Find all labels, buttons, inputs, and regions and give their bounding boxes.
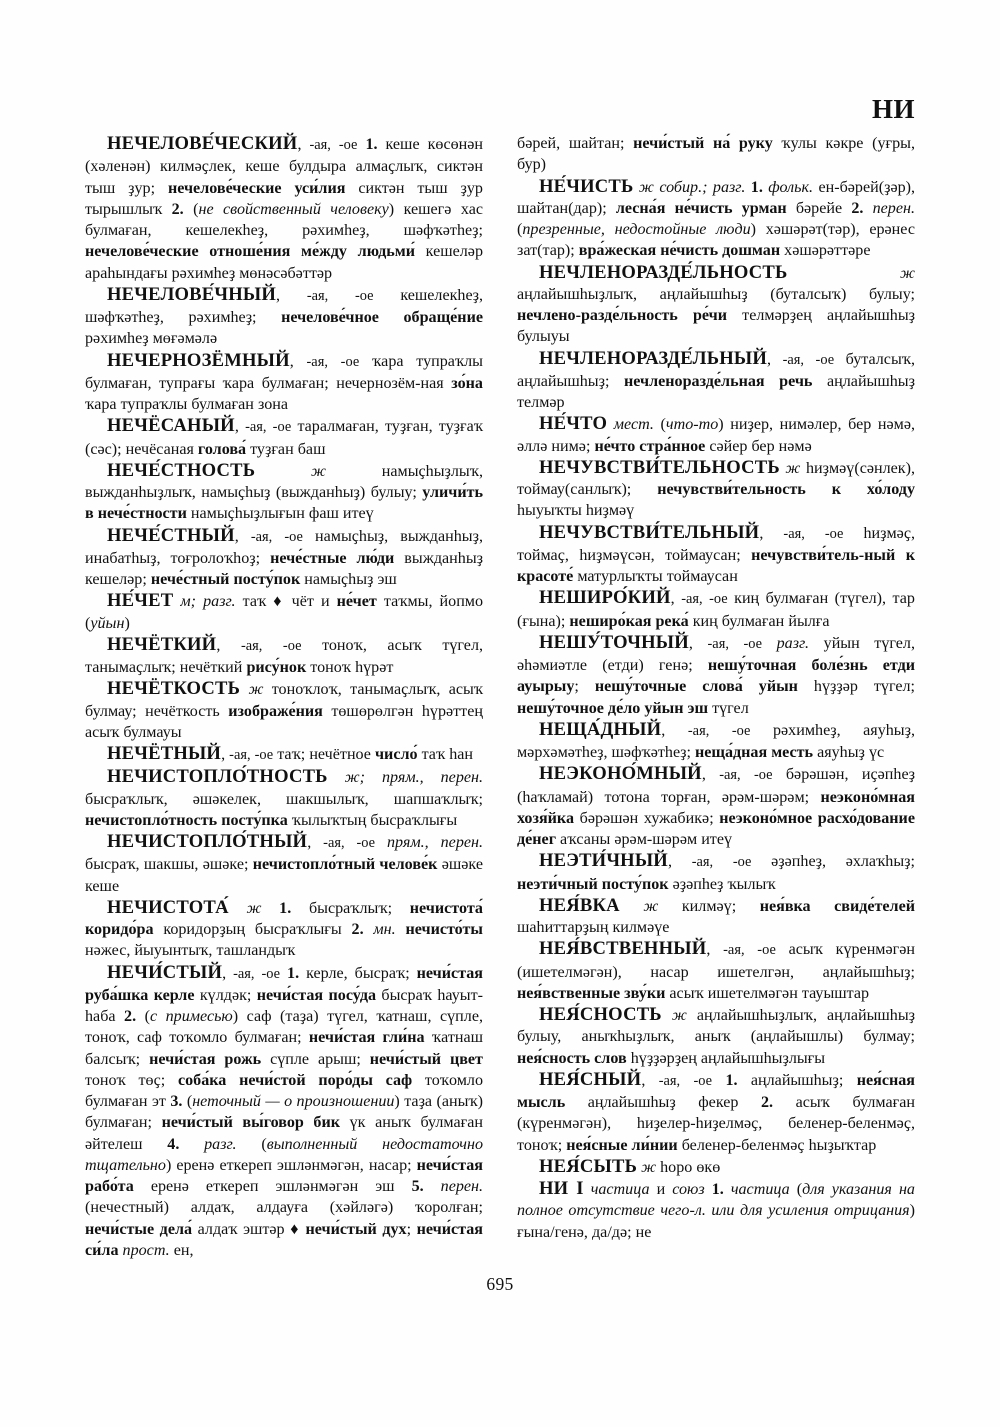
dictionary-entry: [517, 850, 915, 895]
entry-body: м; разг. таҡ ♦ чёт и не́чет таҡмы, йопмо (уйын): [85, 593, 484, 632]
entry-headword: НЕЭКОНО́МНЫЙ: [539, 763, 702, 785]
entry-body: , -ая, -ое тоноҡ, асыҡ түгел, танымаҫлыҡ; нечёткий рису́нок тоноҡ һүрәт: [85, 636, 483, 676]
dictionary-entry: [85, 415, 483, 460]
dictionary-entry: [85, 678, 483, 743]
entry-headword: НЕ́ЧИСТЬ: [539, 175, 634, 197]
entry-body: ж собир.; разг. 1. фольк. ен-бәрей(ҙәр), шайтан(дар); лесна́я не́чисть урман бәрейе 2. перен. (презренные, недостойные люди) хәшәрәт(тәр), ерәнес зат(тар); вра́жеская не́чисть дошман хәшәрәттәре: [517, 178, 916, 260]
dictionary-entry: [517, 763, 915, 850]
dictionary-entry: [517, 1004, 915, 1069]
dictionary-entry: [517, 1178, 915, 1243]
dictionary-entry: [85, 962, 483, 1262]
dictionary-entry: [85, 590, 483, 634]
dictionary-entry: [517, 522, 915, 588]
entry-headword: НЕЧЕЛОВЕ́ЧНЫЙ: [107, 283, 277, 305]
dictionary-entry: [517, 413, 915, 457]
running-head: НИ: [871, 94, 915, 124]
entry-headword: НЕЯ́ВСТВЕННЫЙ: [539, 938, 707, 960]
right-column: [517, 133, 915, 1258]
dictionary-entry: [85, 743, 483, 766]
entry-headword: НЕЯ́СНЫЙ: [539, 1068, 642, 1090]
dictionary-entry: [517, 632, 915, 719]
entry-body: бәрей, шайтан; нечи́стый на́ руку ҡулы кәкре (уғры, бур): [517, 135, 915, 174]
dictionary-entry: [517, 348, 915, 414]
left-column: [85, 133, 483, 1258]
entry-body: , -ая, -ое намыҫһыҙ, выжданһыҙ, инабатһыҙ, тоғролоҡһоҙ; нече́стные лю́ди выжданһыҙ кешеләр; нече́стный посту́пок намыҫһыҙ эш: [85, 527, 483, 588]
entry-headword: НЕЩА́ДНЫЙ: [539, 718, 662, 740]
dictionary-entry: [517, 587, 915, 632]
entry-headword: НЕШИРО́КИЙ: [539, 587, 671, 609]
entry-headword: НЕЧЛЕНОРАЗДЕ́ЛЬНЫЙ: [539, 347, 767, 369]
entry-body: , -ая, -ое таралмаған, туҙған, туҙғаҡ (сәс); нечёсаная голова́ туҙған баш: [85, 418, 483, 458]
dictionary-entry: [85, 766, 483, 831]
entry-body: , -ая, -ое бәрәшән, иҫәпһеҙ (һаҡламай) тотона торған, әрәм-шәрәм; неэконо́мная хозя́йка бәрәшән хужабикә; неэконо́мное расхо́дование де́нег аҡсаны әрәм-шәрәм итеү: [517, 766, 915, 848]
dictionary-entry: [517, 457, 915, 522]
entry-headword: НЕШУ́ТОЧНЫЙ: [539, 631, 689, 653]
entry-headword: НЕЧЁСАНЫЙ: [107, 415, 235, 437]
dictionary-entry: [85, 284, 483, 350]
dictionary-entry: [85, 831, 483, 897]
dictionary-entry: [85, 460, 483, 525]
entry-headword: НЕЯ́СНОСТЬ: [539, 1004, 662, 1025]
entry-body: ж тоноҡлоҡ, танымаҫлыҡ, асыҡ булмау; нечёткость изображе́ния төшөрөлгән һүрәттең асыҡ булмауы: [85, 681, 484, 741]
dictionary-entry: [517, 895, 915, 939]
entry-headword: НЕЧУВСТВИ́ТЕЛЬНОСТЬ: [539, 456, 780, 478]
entry-body: , -ая, -ое 1. керле, бысраҡ; нечи́стая руба́шка керле күлдәк; нечи́стая посу́да бысраҡ һауыт-һаба 2. (с примесью) саф (таҙа) түгел, ҡатнаш, сүпле, тоноҡ, саф тоҡомло булмаған; нечи́стая гли́на ҡатнаш балсыҡ; нечи́стая рожь сүпле арыш; нечи́стый цвет тоноҡ төҫ; соба́ка нечи́стой поро́ды саф тоҡомло булмаған эт 3. (неточный — о произношении) таҙа (аныҡ) булмаған; нечи́стый вы́говор бик үк аныҡ булмаған әйтелеш 4. разг. (выполненный недостаточно тщательно) еренә еткереп эшләнмәгән, насар; нечи́стая рабо́та еренә еткереп эшләнмәгән эш 5. перен. (нечестный) алдаҡ, алдауға (хәйләгә) ҡоролған; нечи́стые дела́ алдаҡ эштәр ♦ нечи́стый дух; нечи́стая си́ла прост. ен,: [85, 964, 484, 1259]
entry-body: ж 1. бысраҡлыҡ; нечистота́ коридо́ра коридорҙың бысраҡлығы 2. мн. нечисто́ты нәжес, йыуынтыҡ, ташландыҡ: [85, 899, 483, 960]
entry-body: , -ая, -ое прям., перен. бысраҡ, шакшы, әшәке; нечистопло́тный челове́к әшәке кеше: [85, 834, 484, 895]
entry-headword: НЕЧЕ́СТНОСТЬ: [107, 459, 256, 481]
dictionary-entry: [85, 634, 483, 679]
dictionary-entry: [517, 1156, 915, 1178]
dictionary-entry: [517, 938, 915, 1004]
entry-body: , -ая, -ое разг. уйын түгел, әһәмиәтле (етди) генә; нешу́точная боле́знь етди ауырыу; нешу́точные слова́ уйын һүҙҙәр түгел; нешу́точное де́ло уйын эш түгел: [517, 634, 915, 717]
entry-body: ж һиҙмәү(сәнлек), тоймау(санлыҡ); нечувстви́тельность к хо́лоду һыуыҡты һиҙмәү: [517, 459, 915, 520]
dictionary-entry: [517, 133, 915, 176]
entry-body: , -ая, -ое 1. кеше көсөнән (хәленән) килмәҫлек, кеше булдыра алмаҫлыҡ, сиктән тыш ҙур; нечелове́ческие уси́лия сиктән тыш ҙур тырышлыҡ 2. (не свойственный человеку) кешегә хас булмаған, кешелекһеҙ, рәхимһеҙ, шәфҡәтһеҙ; нечелове́ческие отноше́ния ме́жду людьми́ кешеләр араһындағы рәхимһеҙ мөнәсәбәттәр: [85, 136, 484, 282]
entry-body: ж килмәү; нея́вка свиде́телей шаһиттарҙың килмәүе: [517, 897, 915, 936]
entry-headword: НЕЧЁТКИЙ: [107, 633, 217, 655]
entry-headword: НЕЧЁТНЫЙ: [107, 743, 222, 764]
dictionary-entry: [85, 350, 483, 416]
entry-headword: НЕЯ́ВКА: [539, 894, 620, 916]
entry-headword: НИ I: [539, 1178, 584, 1199]
entry-body: ж аңлайышһыҙлыҡ, аңлайышһыҙ (буталсыҡ) булыу; нечлено-разде́льность ре́чи телмәрҙең аңлайышһыҙ булыуы: [517, 264, 916, 346]
text-columns: [85, 133, 915, 1258]
entry-body: , -ая, -ое һиҙмәҫ, тоймаҫ, һиҙмәүсән, тоймаусан; нечувстви́тель-ный к красоте́ матурлыҡты тоймаусан: [517, 524, 915, 585]
entry-body: ж һоро өкө: [641, 1158, 721, 1176]
entry-body: , -ая, -ое киң булмаған (түгел), тар (ғына); неширо́кая река́ киң булмаған йылға: [517, 590, 915, 630]
entry-body: , -ая, -ое кешелекһеҙ, шәфҡәтһеҙ, рәхимһеҙ; нечелове́чное обраще́ние рәхимһеҙ мөғәмәлә: [85, 286, 483, 348]
entry-headword: НЕЯ́СЫТЬ: [539, 1155, 638, 1177]
entry-body: ж намыҫһыҙлыҡ, выжданһыҙлыҡ, намыҫһыҙ (выжданһыҙ) булыу; уличи́ть в нече́стности намыҫһыҙлығын фаш итеү: [85, 462, 484, 523]
entry-headword: НЕ́ЧТО: [539, 413, 608, 435]
entry-body: , -ая, -ое таҡ; нечётное число́ таҡ һан: [221, 746, 474, 763]
entry-headword: НЕЧИСТОТА́: [107, 896, 229, 918]
entry-body: , -ая, -ое әҙәпһеҙ, әхлаҡһыҙ; неэти́чный посту́пок әҙәпһеҙ ҡылыҡ: [517, 853, 915, 893]
entry-headword: НЕЭТИ́ЧНЫЙ: [539, 850, 668, 872]
entry-body: , -ая, -ое асыҡ күренмәгән (ишетелмәгән), насар ишетелгән, аңлайышһыҙ; нея́вственные зву́ки асыҡ ишетелмәгән тауыштар: [517, 941, 916, 1002]
dictionary-entry: [517, 176, 915, 262]
dictionary-entry: [85, 525, 483, 591]
entry-body: , -ая, -ое 1. аңлайышһыҙ; нея́сная мысль аңлайышһыҙ фекер 2. асыҡ булмаған (күренмәгән), һиҙелер-һиҙелмәҫ, беленер-беленмәҫ, тоноҡ; нея́сные ли́нии беленер-беленмәҫ һыҙыҡтар: [517, 1071, 915, 1154]
entry-headword: НЕЧУВСТВИ́ТЕЛЬНЫЙ: [539, 521, 760, 543]
dictionary-entry: [85, 897, 483, 962]
entry-body: мест. (что-то) ниҙер, нимәлер, бер нәмә, әллә нимә; не́что стра́нное сәйер бер нәмә: [517, 416, 915, 455]
entry-headword: НЕЧИ́СТЫЙ: [107, 961, 223, 983]
dictionary-entry: [517, 719, 915, 764]
entry-body: ж аңлайышһыҙлыҡ, аңлайышһыҙ булыу, аныҡһыҙлыҡ, аныҡ (аңлайышлы) булмау; нея́сность слов һүҙҙәрҙең аңлайышһыҙлығы: [517, 1007, 915, 1067]
entry-headword: НЕЧЕ́СТНЫЙ: [107, 524, 235, 546]
entry-headword: НЕЧЛЕНОРАЗДЕ́ЛЬНОСТЬ: [539, 261, 788, 283]
entry-headword: НЕЧЕРНОЗЁМНЫЙ: [107, 349, 290, 371]
entry-headword: НЕЧИСТОПЛО́ТНОСТЬ: [107, 766, 328, 788]
page-number: 695: [486, 1274, 514, 1294]
dictionary-entry: [517, 1069, 915, 1156]
entry-headword: НЕЧИСТОПЛО́ТНЫЙ: [107, 831, 308, 852]
entry-headword: НЕЧЕЛОВЕ́ЧЕСКИЙ: [107, 133, 298, 154]
entry-body: , -ая, -ое ҡара тупраҡлы булмаған, тупрағы ҡара булмаған; нечернозём-ная зо́на ҡара тупраҡлы булмаған зона: [85, 352, 483, 413]
entry-body: , -ая, -ое рәхимһеҙ, аяуһыҙ, мәрхәмәтһеҙ, шәфҡәтһеҙ; неща́дная месть аяуһыҙ үс: [517, 721, 915, 761]
entry-body: ж; прям., перен. бысраҡлыҡ, әшәкелек, шакшылыҡ, шапшаҡлыҡ; нечистопло́тность посту́пка ҡылыҡтың бысраҡлығы: [85, 769, 484, 829]
entry-headword: НЕЧЁТКОСТЬ: [107, 678, 241, 700]
dictionary-entry: [517, 262, 915, 348]
entry-headword: НЕ́ЧЕТ: [107, 590, 174, 612]
dictionary-entry: [85, 133, 483, 284]
entry-body: , -ая, -ое буталсыҡ, аңлайышһыҙ; нечленоразде́льная речь аңлайышһыҙ телмәр: [517, 350, 916, 411]
entry-body: частица и союз 1. частица (для указания на полное отсутствие чего-л. или для усиления отрицания) ғына/генә, да/дә; не: [517, 1181, 915, 1241]
